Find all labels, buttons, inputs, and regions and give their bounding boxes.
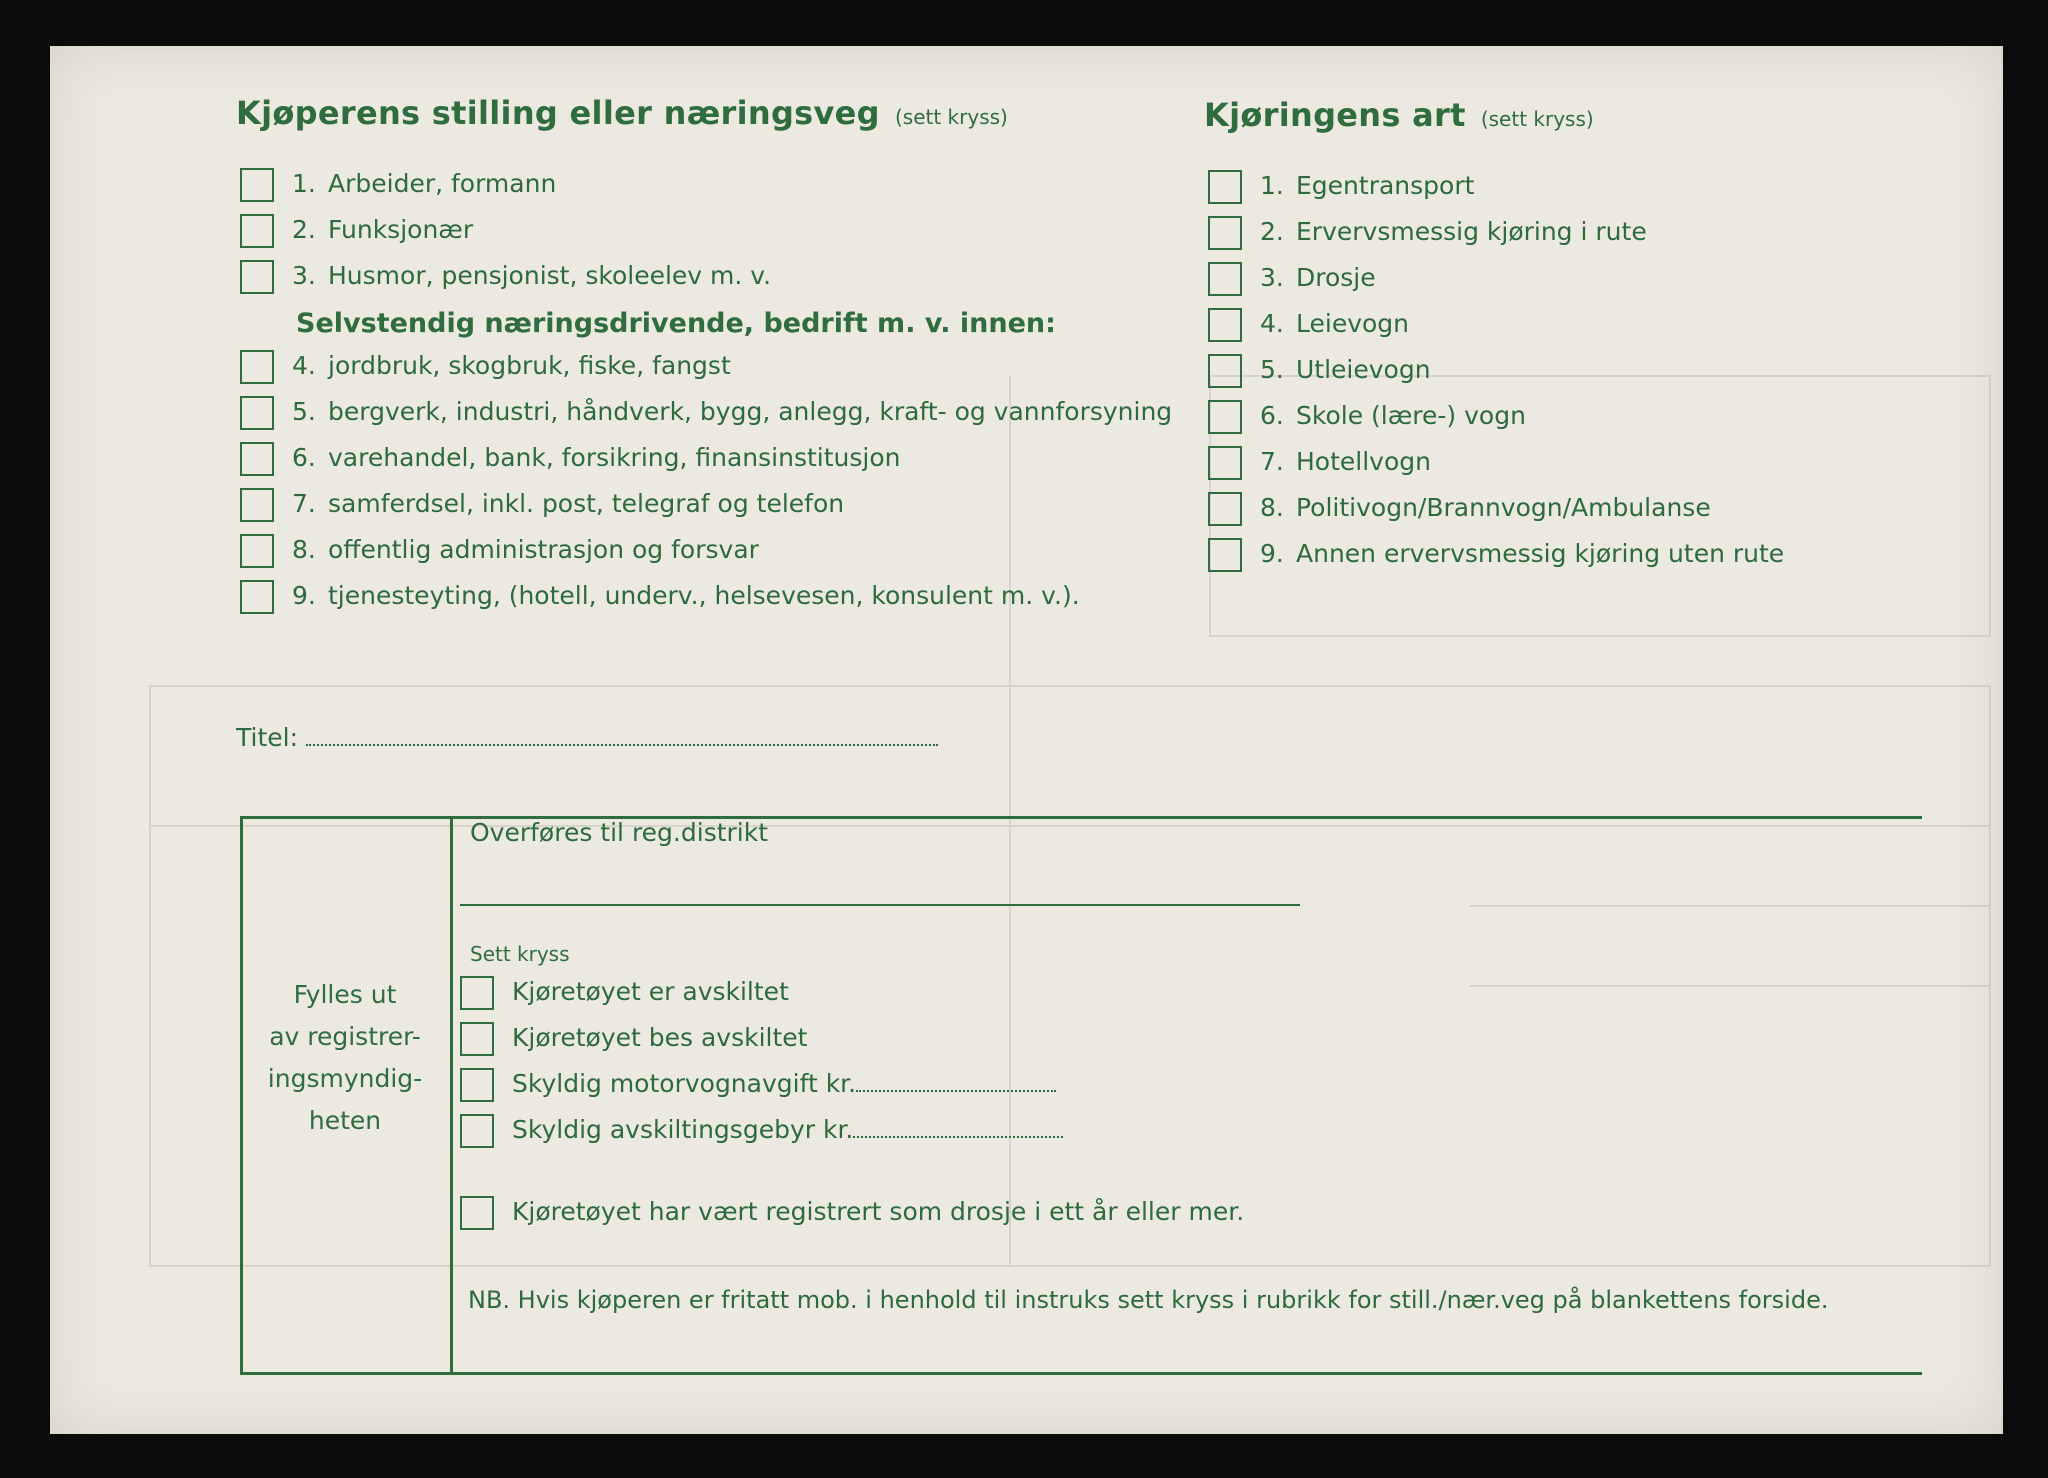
side-label-line: ingsmyndig- <box>267 1064 423 1093</box>
side-label-line: heten <box>308 1106 382 1135</box>
item-label: Leievogn <box>1296 309 1410 338</box>
box-bottom-line <box>240 1372 1922 1375</box>
form-sheet <box>50 46 2003 1434</box>
checkbox-item[interactable] <box>460 1068 1056 1102</box>
item-label: Utleievogn <box>1296 355 1431 384</box>
item-number: 8. <box>1260 493 1284 522</box>
item-number: 2. <box>292 215 316 244</box>
item-label: Skyldig motorvognavgift kr. <box>512 1069 857 1098</box>
transfer-input-line[interactable] <box>460 904 1300 906</box>
item-label: jordbruk, skogbruk, fiske, fangst <box>328 351 731 380</box>
title-field-label: Titel: <box>236 723 298 752</box>
item-label: Funksjonær <box>328 215 474 244</box>
item-label: Ervervsmessig kjøring i rute <box>1296 217 1647 246</box>
item-number: 4. <box>292 351 316 380</box>
side-label-line: av registrer- <box>269 1022 421 1051</box>
item-number: 1. <box>292 169 316 198</box>
checkbox[interactable] <box>1208 400 1242 434</box>
checkbox[interactable] <box>240 350 274 384</box>
title-field[interactable] <box>236 723 938 752</box>
checkbox[interactable] <box>460 1068 494 1102</box>
item-label: Kjøretøyet er avskiltet <box>512 977 789 1006</box>
item-number: 4. <box>1260 309 1284 338</box>
item-label: Politivogn/Brannvogn/Ambulanse <box>1296 493 1711 522</box>
item-label: samferdsel, inkl. post, telegraf og telefon <box>328 489 845 518</box>
item-label: varehandel, bank, forsikring, finansinstitusjon <box>328 443 901 472</box>
checkbox-item[interactable] <box>1208 400 1526 434</box>
item-label: offentlig administrasjon og forsvar <box>328 535 759 564</box>
item-number: 7. <box>292 489 316 518</box>
checkbox-item[interactable] <box>240 442 901 476</box>
checkbox[interactable] <box>240 214 274 248</box>
item-number: 5. <box>292 397 316 426</box>
drosje-check[interactable] <box>460 1196 1244 1230</box>
amount-dotted-line[interactable] <box>853 1135 1063 1138</box>
item-number: 9. <box>292 581 316 610</box>
checkbox[interactable] <box>240 260 274 294</box>
item-number: 5. <box>1260 355 1284 384</box>
checkbox-item[interactable] <box>1208 216 1647 250</box>
item-number: 3. <box>1260 263 1284 292</box>
checkbox[interactable] <box>1208 170 1242 204</box>
item-number: 2. <box>1260 217 1284 246</box>
drosje-checkbox[interactable] <box>460 1196 494 1230</box>
item-number: 3. <box>292 261 316 290</box>
subheading: Selvstendig næringsdrivende, bedrift m. v. innen: <box>296 308 1056 339</box>
item-label: Husmor, pensjonist, skoleelev m. v. <box>328 261 772 290</box>
checkbox-item[interactable] <box>240 350 731 384</box>
checkbox-item[interactable] <box>1208 354 1431 388</box>
checkbox-item[interactable] <box>1208 492 1711 526</box>
item-label: Skyldig avskiltingsgebyr kr. <box>512 1115 854 1144</box>
checkbox[interactable] <box>1208 538 1242 572</box>
checkbox-item[interactable] <box>240 488 844 522</box>
checkbox-item[interactable] <box>1208 262 1376 296</box>
item-number: 1. <box>1260 171 1284 200</box>
checkbox[interactable] <box>1208 216 1242 250</box>
checkbox-item[interactable] <box>1208 446 1431 480</box>
left-section-header <box>236 94 1008 132</box>
drosje-check-label: Kjøretøyet har vært registrert som drosje i ett år eller mer. <box>512 1197 1245 1226</box>
item-label: Drosje <box>1296 263 1376 292</box>
checkbox[interactable] <box>460 976 494 1010</box>
right-section-title: Kjøringens art <box>1204 96 1466 134</box>
checkbox[interactable] <box>240 168 274 202</box>
checkbox[interactable] <box>240 396 274 430</box>
amount-dotted-line[interactable] <box>856 1089 1056 1092</box>
right-section-hint: (sett kryss) <box>1480 107 1594 131</box>
item-number: 9. <box>1260 539 1284 568</box>
checkbox-item[interactable] <box>240 534 759 568</box>
item-label: Kjøretøyet bes avskiltet <box>512 1023 808 1052</box>
checkbox-item[interactable] <box>460 1114 1063 1148</box>
title-dotted-line <box>306 743 938 746</box>
checkbox-item[interactable] <box>460 1022 807 1056</box>
item-number: 6. <box>1260 401 1284 430</box>
checkbox[interactable] <box>240 442 274 476</box>
item-label: Hotellvogn <box>1296 447 1431 476</box>
checkbox[interactable] <box>1208 308 1242 342</box>
checkbox-item[interactable] <box>240 580 1080 614</box>
checkbox-item[interactable] <box>1208 170 1474 204</box>
checkbox[interactable] <box>1208 262 1242 296</box>
checkbox[interactable] <box>240 580 274 614</box>
box-left-line <box>240 816 243 1375</box>
checkbox-item[interactable] <box>1208 538 1784 572</box>
box-divider-line <box>450 816 453 1375</box>
item-number: 8. <box>292 535 316 564</box>
item-label: tjenesteyting, (hotell, underv., helsevesen, konsulent m. v.). <box>328 581 1080 610</box>
checkbox[interactable] <box>1208 446 1242 480</box>
checkbox[interactable] <box>460 1022 494 1056</box>
checkbox-item[interactable] <box>240 396 1172 430</box>
item-number: 6. <box>292 443 316 472</box>
side-label-line: Fylles ut <box>293 980 397 1009</box>
registry-side-label <box>245 974 445 1142</box>
item-label: Arbeider, formann <box>328 169 557 198</box>
item-number: 7. <box>1260 447 1284 476</box>
checkbox-item[interactable] <box>240 168 556 202</box>
checkbox[interactable] <box>1208 354 1242 388</box>
transfer-label: Overføres til reg.distrikt <box>470 818 769 847</box>
item-label: Annen ervervsmessig kjøring uten rute <box>1296 539 1785 568</box>
left-section-hint: (sett kryss) <box>894 105 1008 129</box>
checkbox-item[interactable] <box>240 260 771 294</box>
checkbox-item[interactable] <box>1208 308 1409 342</box>
item-label: bergverk, industri, håndverk, bygg, anlegg, kraft- og vannforsyning <box>328 397 1173 426</box>
check-hint: Sett kryss <box>470 942 570 966</box>
checkbox[interactable] <box>460 1114 494 1148</box>
checkbox[interactable] <box>240 534 274 568</box>
checkbox-item[interactable] <box>460 976 789 1010</box>
checkbox[interactable] <box>1208 492 1242 526</box>
checkbox-item[interactable] <box>240 214 473 248</box>
item-label: Skole (lære-) vogn <box>1296 401 1526 430</box>
nb-note: NB. Hvis kjøperen er fritatt mob. i henhold til instruks sett kryss i rubrikk for still./nær.veg på blankettens forside. <box>468 1286 1829 1314</box>
checkbox[interactable] <box>240 488 274 522</box>
right-section-header <box>1204 96 1594 134</box>
left-section-title: Kjøperens stilling eller næringsveg <box>236 94 880 132</box>
item-label: Egentransport <box>1296 171 1475 200</box>
